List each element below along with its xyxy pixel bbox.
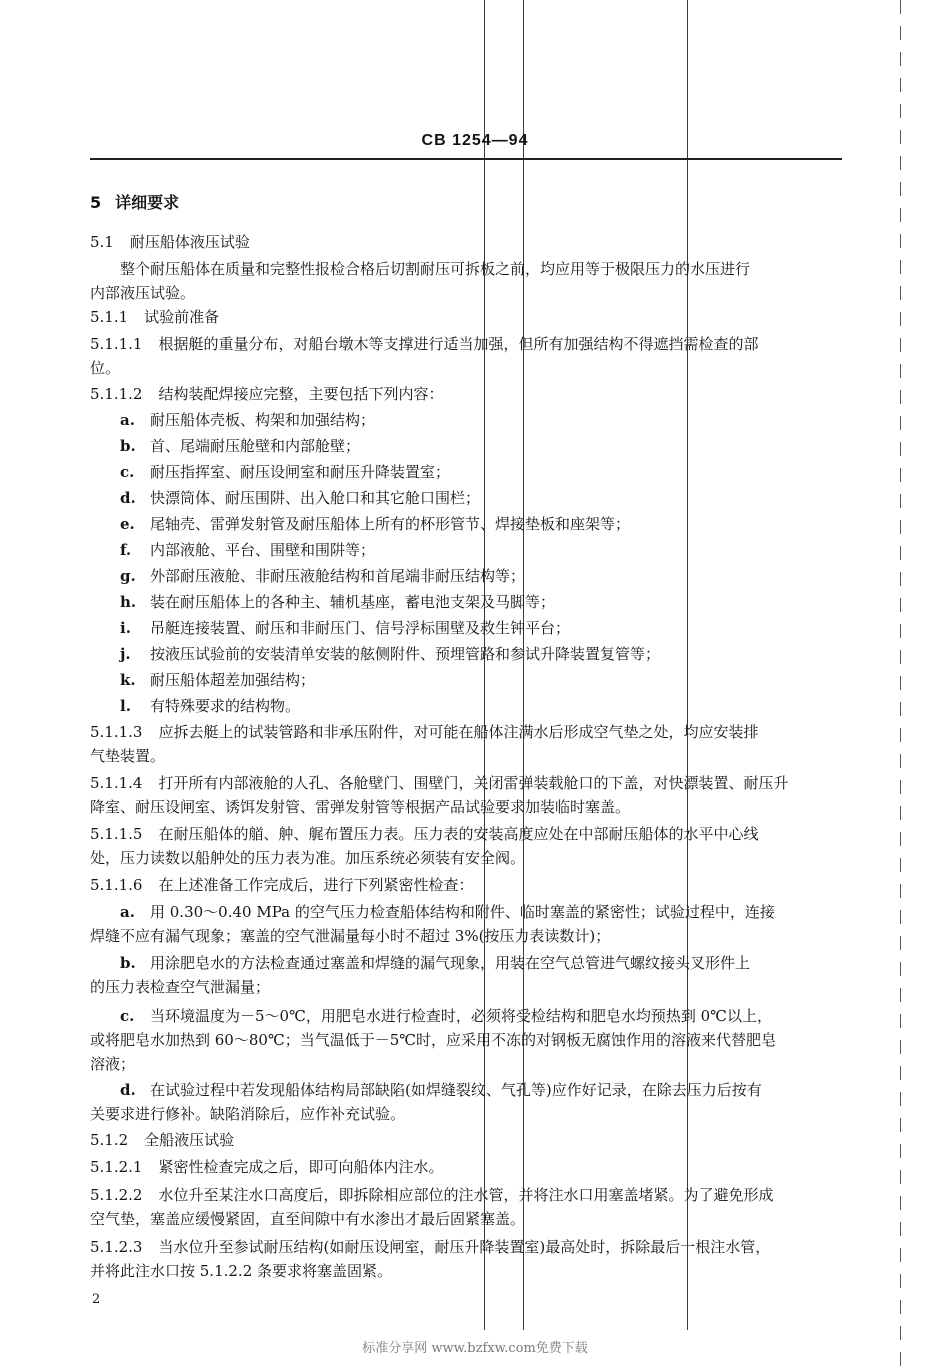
list-item-label: f. (120, 541, 132, 559)
list-item-text: 吊艇连接装置、耐压和非耐压门、信号浮标围壁及救生钟平台； (150, 619, 571, 637)
paragraph-line (90, 1184, 774, 1206)
paragraph-text: 应拆去艇上的试装管路和非承压附件，对可能在船体注满水后形成空气垫之处，均应安装排 (158, 723, 759, 741)
clause-heading (90, 1129, 234, 1151)
clause-number: 5.1.2.3 (90, 1238, 143, 1256)
sub-item-label: b. (120, 954, 136, 972)
list-item-label: h. (120, 593, 137, 611)
clause-number: 5.1.1.3 (90, 723, 143, 741)
paragraph-line: 焊缝不应有漏气现象；塞盖的空气泄漏量每小时不超过 3%(按压力表读数计)； (90, 927, 611, 945)
paragraph-line: 处，压力读数以船舯处的压力表为准。加压系统必须装有安全阀。 (90, 849, 526, 867)
scan-line (687, 0, 688, 1330)
sub-item (120, 901, 775, 923)
section-title: 详细要求 (115, 193, 180, 212)
document-code: CB 1254—94 (421, 132, 529, 149)
paragraph-text: 水位升至某注水口高度后，即拆除相应部位的注水管，并将注水口用塞盖堵紧。为了避免形成 (158, 1186, 774, 1204)
clause-title: 试验前准备 (144, 308, 220, 326)
clause-number: 5.1.1.2 (90, 385, 143, 403)
paragraph-line (90, 383, 444, 405)
paragraph-line: 降室、耐压设闸室、诱饵发射管、雷弹发射管等根据产品试验要求加装临时塞盖。 (90, 798, 631, 816)
list-item-label: l. (120, 697, 131, 715)
footer-watermark: 标准分享网 www.bzfxw.com免费下载 (362, 1341, 588, 1356)
paragraph-line (90, 721, 759, 743)
paragraph-line (90, 1236, 770, 1258)
scan-line (523, 0, 524, 1330)
paragraph-line: 整个耐压船体在质量和完整性报检合格后切割耐压可拆板之前，均应用等于极限压力的水压进行 (120, 260, 751, 278)
list-item-text: 外部耐压液舱、非耐压液舱结构和首尾端非耐压结构等； (150, 567, 526, 585)
sub-item-text: 用涂肥皂水的方法检查通过塞盖和焊缝的漏气现象，用装在空气总管进气螺纹接头叉形件上 (150, 954, 751, 972)
paragraph-text: 紧密性检查完成之后，即可向船体内注水。 (158, 1158, 444, 1176)
header-rule (90, 158, 842, 160)
paragraph-line (90, 823, 759, 845)
clause-title: 全船液压试验 (144, 1131, 235, 1149)
paragraph-line: 内部液压试验。 (90, 284, 196, 302)
list-item-label: e. (120, 515, 135, 533)
paragraph-line: 位。 (90, 359, 121, 377)
sub-item-label: c. (120, 1007, 135, 1025)
list-item-label: a. (120, 411, 135, 429)
list-item-text: 内部液舱、平台、围壁和围阱等； (150, 541, 376, 559)
paragraph-text: 在耐压船体的艏、舯、艉布置压力表。压力表的安装高度应处在中部耐压船体的水平中心线 (158, 825, 759, 843)
sub-item-text: 用 0.30～0.40 MPa 的空气压力检查船体结构和附件、临时塞盖的紧密性；试验过程中，连接 (150, 903, 775, 921)
list-item (120, 565, 525, 587)
list-item-text: 耐压船体超差加强结构； (150, 671, 316, 689)
clause-heading (90, 231, 250, 253)
list-item (120, 461, 450, 483)
list-item (120, 539, 375, 561)
paragraph-text: 打开所有内部液舱的人孔、各舱壁门、围壁门，关闭雷弹装载舱口的下盖，对快漂装置、耐压升 (158, 774, 789, 792)
clause-number: 5.1.2 (90, 1131, 129, 1149)
clause-number: 5.1.1.1 (90, 335, 143, 353)
paragraph-text: 在上述准备工作完成后，进行下列紧密性检查： (158, 876, 474, 894)
list-item-label: d. (120, 489, 136, 507)
sub-item (120, 1079, 762, 1101)
paragraph-line: 或将肥皂水加热到 60～80℃；当气温低于－5℃时，应采用不冻的对钢板无腐蚀作用的溶液来代替肥皂 (90, 1031, 777, 1049)
clause-title: 耐压船体液压试验 (129, 233, 250, 251)
scan-line (484, 0, 485, 1330)
clause-number: 5.1.2.2 (90, 1186, 143, 1204)
list-item (120, 643, 660, 665)
list-item-text: 首、尾端耐压舱壁和内部舱壁； (150, 437, 361, 455)
list-item-label: j. (120, 645, 131, 663)
clause-number: 5.1 (90, 233, 114, 251)
list-item-text: 耐压船体壳板、构架和加强结构； (150, 411, 376, 429)
sub-item-text: 当环境温度为－5～0℃，用肥皂水进行检查时，必须将受检结构和肥皂水均预热到 0℃以上， (150, 1007, 772, 1025)
clause-number: 5.1.1.6 (90, 876, 143, 894)
sub-item (120, 952, 750, 974)
list-item-label: b. (120, 437, 136, 455)
list-item-text: 按液压试验前的安装清单安装的舷侧附件、预埋管路和参试升降装置复管等； (150, 645, 661, 663)
paragraph-text: 当水位升至参试耐压结构(如耐压设闸室，耐压升降装置室)最高处时，拆除最后一根注水管， (158, 1238, 771, 1256)
clause-number: 5.1.1 (90, 308, 129, 326)
list-item (120, 513, 630, 535)
list-item-text: 快漂筒体、耐压围阱、出入舱口和其它舱口围栏； (150, 489, 481, 507)
sub-item-text: 在试验过程中若发现船体结构局部缺陷(如焊缝裂纹、气孔等)应作好记录，在除去压力后按有 (150, 1081, 762, 1099)
clause-number: 5.1.2.1 (90, 1158, 143, 1176)
list-item-label: g. (120, 567, 136, 585)
list-item-text: 耐压指挥室、耐压设闸室和耐压升降装置室； (150, 463, 451, 481)
paragraph-line: 气垫装置。 (90, 747, 166, 765)
list-item-text: 尾轴壳、雷弹发射管及耐压船体上所有的杯形管节、焊接垫板和座架等； (150, 515, 631, 533)
sub-item-label: d. (120, 1081, 136, 1099)
section-heading (90, 190, 179, 213)
paragraph-line: 的压力表检查空气泄漏量； (90, 978, 271, 996)
paragraph-line (90, 874, 474, 896)
paragraph-line: 溶液； (90, 1055, 136, 1073)
list-item-label: k. (120, 671, 136, 689)
section-number: 5 (90, 193, 102, 212)
paragraph-text: 结构装配焊接应完整，主要包括下列内容： (158, 385, 444, 403)
clause-number: 5.1.1.5 (90, 825, 143, 843)
sub-item-label: a. (120, 903, 135, 921)
paragraph-text: 根据艇的重量分布，对船台墩木等支撑进行适当加强，但所有加强结构不得遮挡需检查的部 (158, 335, 759, 353)
list-item (120, 695, 300, 717)
list-item-label: c. (120, 463, 135, 481)
scan-edge (900, 0, 901, 1372)
clause-number: 5.1.1.4 (90, 774, 143, 792)
list-item-text: 装在耐压船体上的各种主、辅机基座，蓄电池支架及马脚等； (150, 593, 556, 611)
list-item (120, 487, 480, 509)
paragraph-line: 空气垫，塞盖应缓慢紧固，直至间隙中有水渗出才最后固紧塞盖。 (90, 1210, 526, 1228)
list-item-text: 有特殊要求的结构物。 (150, 697, 301, 715)
clause-heading (90, 306, 219, 328)
paragraph-line (90, 333, 759, 355)
paragraph-line: 关要求进行修补。缺陷消除后，应作补充试验。 (90, 1105, 406, 1123)
list-item (120, 435, 360, 457)
paragraph-line (90, 1156, 444, 1178)
list-item (120, 669, 315, 691)
list-item (120, 617, 570, 639)
paragraph-line (90, 772, 789, 794)
list-item-label: i. (120, 619, 131, 637)
list-item (120, 409, 375, 431)
list-item (120, 591, 555, 613)
paragraph-line: 并将此注水口按 5.1.2.2 条要求将塞盖固紧。 (90, 1262, 393, 1280)
page-number: 2 (92, 1292, 101, 1307)
sub-item (120, 1005, 772, 1027)
